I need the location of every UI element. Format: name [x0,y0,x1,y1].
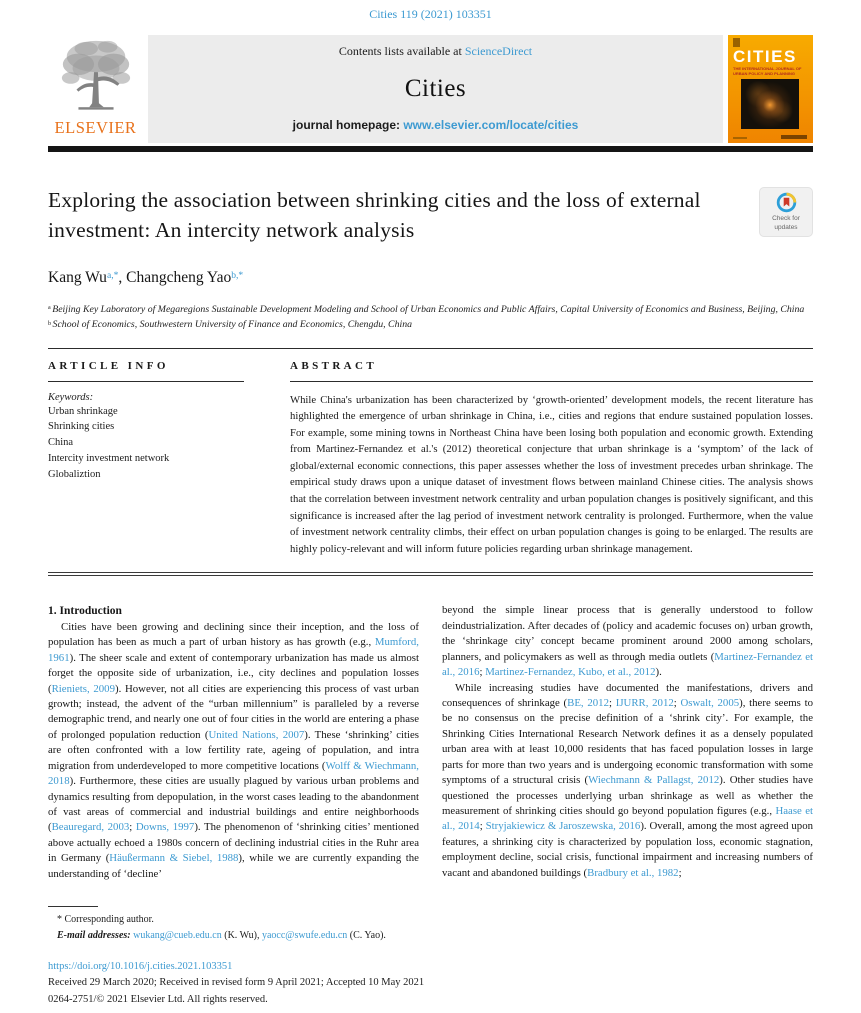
journal-title: Cities [404,74,467,102]
author-line [48,269,813,287]
intro-paragraph-1 [48,620,419,882]
text-segment: ), while we are currently expanding the understanding of ‘decline’ [48,852,419,880]
inline-link[interactable]: Stryjakiewicz & Jaroszewska, 2016 [485,820,641,833]
text-segment: Cities have been growing and declining since their inception, and the loss of population has been as much a part of urban history as has growth (e.g., [48,620,419,649]
inline-link[interactable]: Martinez-Fernandez, Kubo, et al., 2012 [485,666,656,679]
inline-link[interactable]: Häußermann & Siebel, 1988 [109,852,239,865]
text-segment: ), there seems to be no consensus on the precise definition of a ‘shrink city’. For example, the Shrinking Cities International Research Network defines it as a densely populated urban area with at least 10,000 residents that has faced population losses in large parts for more than two years and is undergoing economic transformation with some symptoms of a structural crisis ( [442,696,813,787]
email-addresses-line [48,928,813,944]
text-segment: Beijing Key Laboratory of Megaregions Sustainable Development Modeling and School of Urban Economics and Public Affairs, Capital University of Economics and Business, Beijing, China [52,304,805,316]
inline-link[interactable]: Oswalt, 2005 [680,696,740,709]
inline-link[interactable]: Mumford, 1961 [48,636,419,664]
corresponding-author-note: * Corresponding author. [57,914,154,926]
text-segment: ). These ‘shrinking’ cities are often confronted with a low fertility rate, ageing of population, and intra migration from underdeveloped to more competitive locations ( [48,728,419,772]
homepage-line [293,118,579,132]
cover-subtitle: THE INTERNATIONAL JOURNAL OF URBAN POLICY AND PLANNING [733,66,802,77]
check-updates-badge[interactable] [759,187,813,237]
inline-link[interactable]: Wiechmann & Pallagst, 2012 [588,774,720,787]
text-segment: (C. Yao). [347,930,386,942]
text-segment: journal homepage: [292,118,404,132]
cover-footer-mark [781,135,807,139]
bottom-block [48,959,813,1008]
keyword-item: Urban shrinkage [48,405,118,417]
elsevier-logo [48,35,143,143]
body-left-column [48,603,419,882]
intro-paragraph-2 [442,681,813,882]
text-segment: Kang Wu [48,269,107,287]
article-info-rule [48,381,244,382]
journal-cover[interactable] [728,35,813,143]
text-segment: Contents lists available at [338,44,465,58]
text-segment: ). The phenomenon of ‘shrinking cities’ mentioned above actually echoed a 1980s concern of declining industrial cities in the Ruhr area in Germany ( [48,821,420,865]
text-segment: ). Overall, among the most agreed upon features, a shrinking city is characterized by population loss, economic stagnation, employment decline, social crisis, functional impairment and increasing numbers of vacant and abandoned buildings ( [442,820,813,879]
footnote-block [48,906,813,944]
inline-link[interactable]: Haase et al., 2014 [442,805,813,833]
text-segment: ; [479,666,486,679]
body-right-column [442,603,813,882]
elsevier-tree-icon [57,35,135,117]
section-heading-introduction: 1. Introduction [48,605,122,618]
text-segment: ; [673,696,681,709]
text-segment: ; [608,696,616,709]
intro-paragraph-1-continued [442,603,813,680]
check-updates-label: Check for updates [772,215,800,231]
cover-city-lights-image [741,79,799,129]
contents-line [339,44,532,59]
keywords-list [48,404,244,483]
inline-link[interactable]: Martinez-Fernandez et al., 2016 [442,650,813,679]
elsevier-wordmark: ELSEVIER [54,118,137,137]
doi-link[interactable]: https://doi.org/10.1016/j.cities.2021.103351 [48,961,233,973]
keyword-item: Shrinking cities [48,421,115,433]
text-segment: ; [479,820,486,833]
text-segment: While increasing studies have documented the manifestations, drivers and consequences of shrinkage ( [442,681,813,709]
text-segment: ; [129,821,136,834]
text-segment: ). The sheer scale and extent of contemporary urbanization has made us almost forget the opposite side of urbanization, i.e., city declines and population losses ( [48,651,419,695]
header-divider-bar [48,146,813,152]
text-segment: ). [655,666,662,679]
text-segment: ). However, not all cities are experiencing this process of vast urban growth; instead, the advent of the “urban millennium” is paralleled by a reverse demographic trend, and nearly one out of four cities in the world are entering a phase of prolonged population reduction ( [48,682,419,741]
inline-link[interactable]: BE, 2012 [567,696,609,709]
abstract-text: While China's urbanization has been characterized by ‘growth-oriented’ development models, the recent literature has highlighted the emergence of urban shrinkage in China, i.e., cities and regions that endure sustained population losses. For example, some mining towns in Northeast China have been losing both population and economic growth. Extending from Martinez-Fernandez et al.'s (2012) theoretical conjecture that urban shrinkage is a ‘symptom’ of the lack of global/external economic connections, this paper assesses whether the loss of investment precedes urban shrinkage. The empirical study draws upon a unique dataset of investment flows between mainland Chinese cities. The analysis shows that the correlation between investment network centrality and urban population changes is positively significant, and this significance is increased after the lag period of investment network centrality is prolonged. Furthermore, when the value of investment network centrality climbs, their effect on urban population changes is going to be enlarged. The results are highly policy-relevant and will inform future policies regarding urban shrinkage management. [290,393,813,555]
abstract-column [290,360,813,558]
cover-title: CITIES [733,47,797,66]
inline-link[interactable]: a,* [106,269,119,281]
keyword-item: China [48,437,74,449]
text-segment: (K. Wu), [221,930,262,942]
abstract-bottom-rule [48,572,813,576]
inline-link[interactable]: Rieniets, 2009 [51,682,115,695]
article-info-heading: ARTICLE INFO [48,359,169,372]
inline-link[interactable]: IJURR, 2012 [615,696,674,709]
text-segment: ). Furthermore, these cities are usually plagued by various urban problems and dynamics resulting from depopulation, in the worst cases leading to the abandonment of vast areas of commercial and industrial buildings and entire neighborhoods ( [48,775,419,834]
cover-crest-icon [733,38,740,47]
inline-link[interactable]: www.elsevier.com/locate/cities [403,118,579,132]
text-segment: , Changcheng Yao [118,269,232,287]
keyword-item: Globaliztion [48,468,101,480]
title-row [48,185,813,245]
inline-link[interactable]: b,* [231,269,244,281]
inline-link[interactable]: Wolff & Wiechmann, 2018 [48,759,419,788]
inline-link[interactable]: Downs, 1997 [135,821,195,834]
text-segment: School of Economics, Southwestern University of Finance and Economics, Chengdu, China [52,319,412,331]
keywords-label: Keywords: [48,391,94,403]
section-rule [48,348,813,349]
keyword-item: Intercity investment network [48,452,170,464]
text-segment: ). Other studies have questioned the processes underlying urban shrinkage as well as whether the measurement of shrinking cities should go beyond population figures (e.g., [442,774,813,817]
footnote-rule [48,906,98,907]
inline-link[interactable]: Beauregard, 2003 [51,821,130,834]
issn-copyright-line: 0264-2751/© 2021 Elsevier Ltd. All rights reserved. [48,993,268,1005]
text-segment: beyond the simple linear process that is generally understood to follow deindustrialization. After decades of (policy and academic focuses on) urban growth, the ‘shrinkage city’ concept became prominent around 2000 among scholars, planners, and policymakers as well as through media outlets ( [442,604,813,663]
body-text [48,603,813,882]
text-segment: a [48,305,53,312]
journal-banner [148,35,723,143]
text-segment: b [48,320,53,327]
cover-volume-mark [733,137,747,140]
inline-link[interactable]: wukang@cueb.edu.cn [133,930,222,942]
journal-reference: Cities 119 (2021) 103351 [369,7,492,21]
abstract-rule [290,381,813,382]
abstract-heading: ABSTRACT [290,359,378,372]
masthead [48,35,813,143]
received-dates-line: Received 29 March 2020; Received in revised form 9 April 2021; Accepted 10 May 2021 [48,977,425,989]
article-info-column [48,360,290,558]
article-title: Exploring the association between shrinking cities and the loss of external investment: An intercity network analysis [48,188,701,243]
inline-link[interactable]: ScienceDirect [464,44,533,58]
inline-link[interactable]: yaocc@swufe.edu.cn [261,930,348,942]
inline-link[interactable]: Bradbury et al., 1982 [587,866,679,879]
text-segment: ; [678,866,682,879]
affiliation-a [48,302,813,317]
info-abstract-section [48,360,813,558]
affiliations [48,302,813,332]
affiliation-b [48,317,813,332]
text-segment: E-mail addresses: [57,930,134,942]
inline-link[interactable]: United Nations, 2007 [208,728,305,741]
check-updates-icon [776,192,797,213]
